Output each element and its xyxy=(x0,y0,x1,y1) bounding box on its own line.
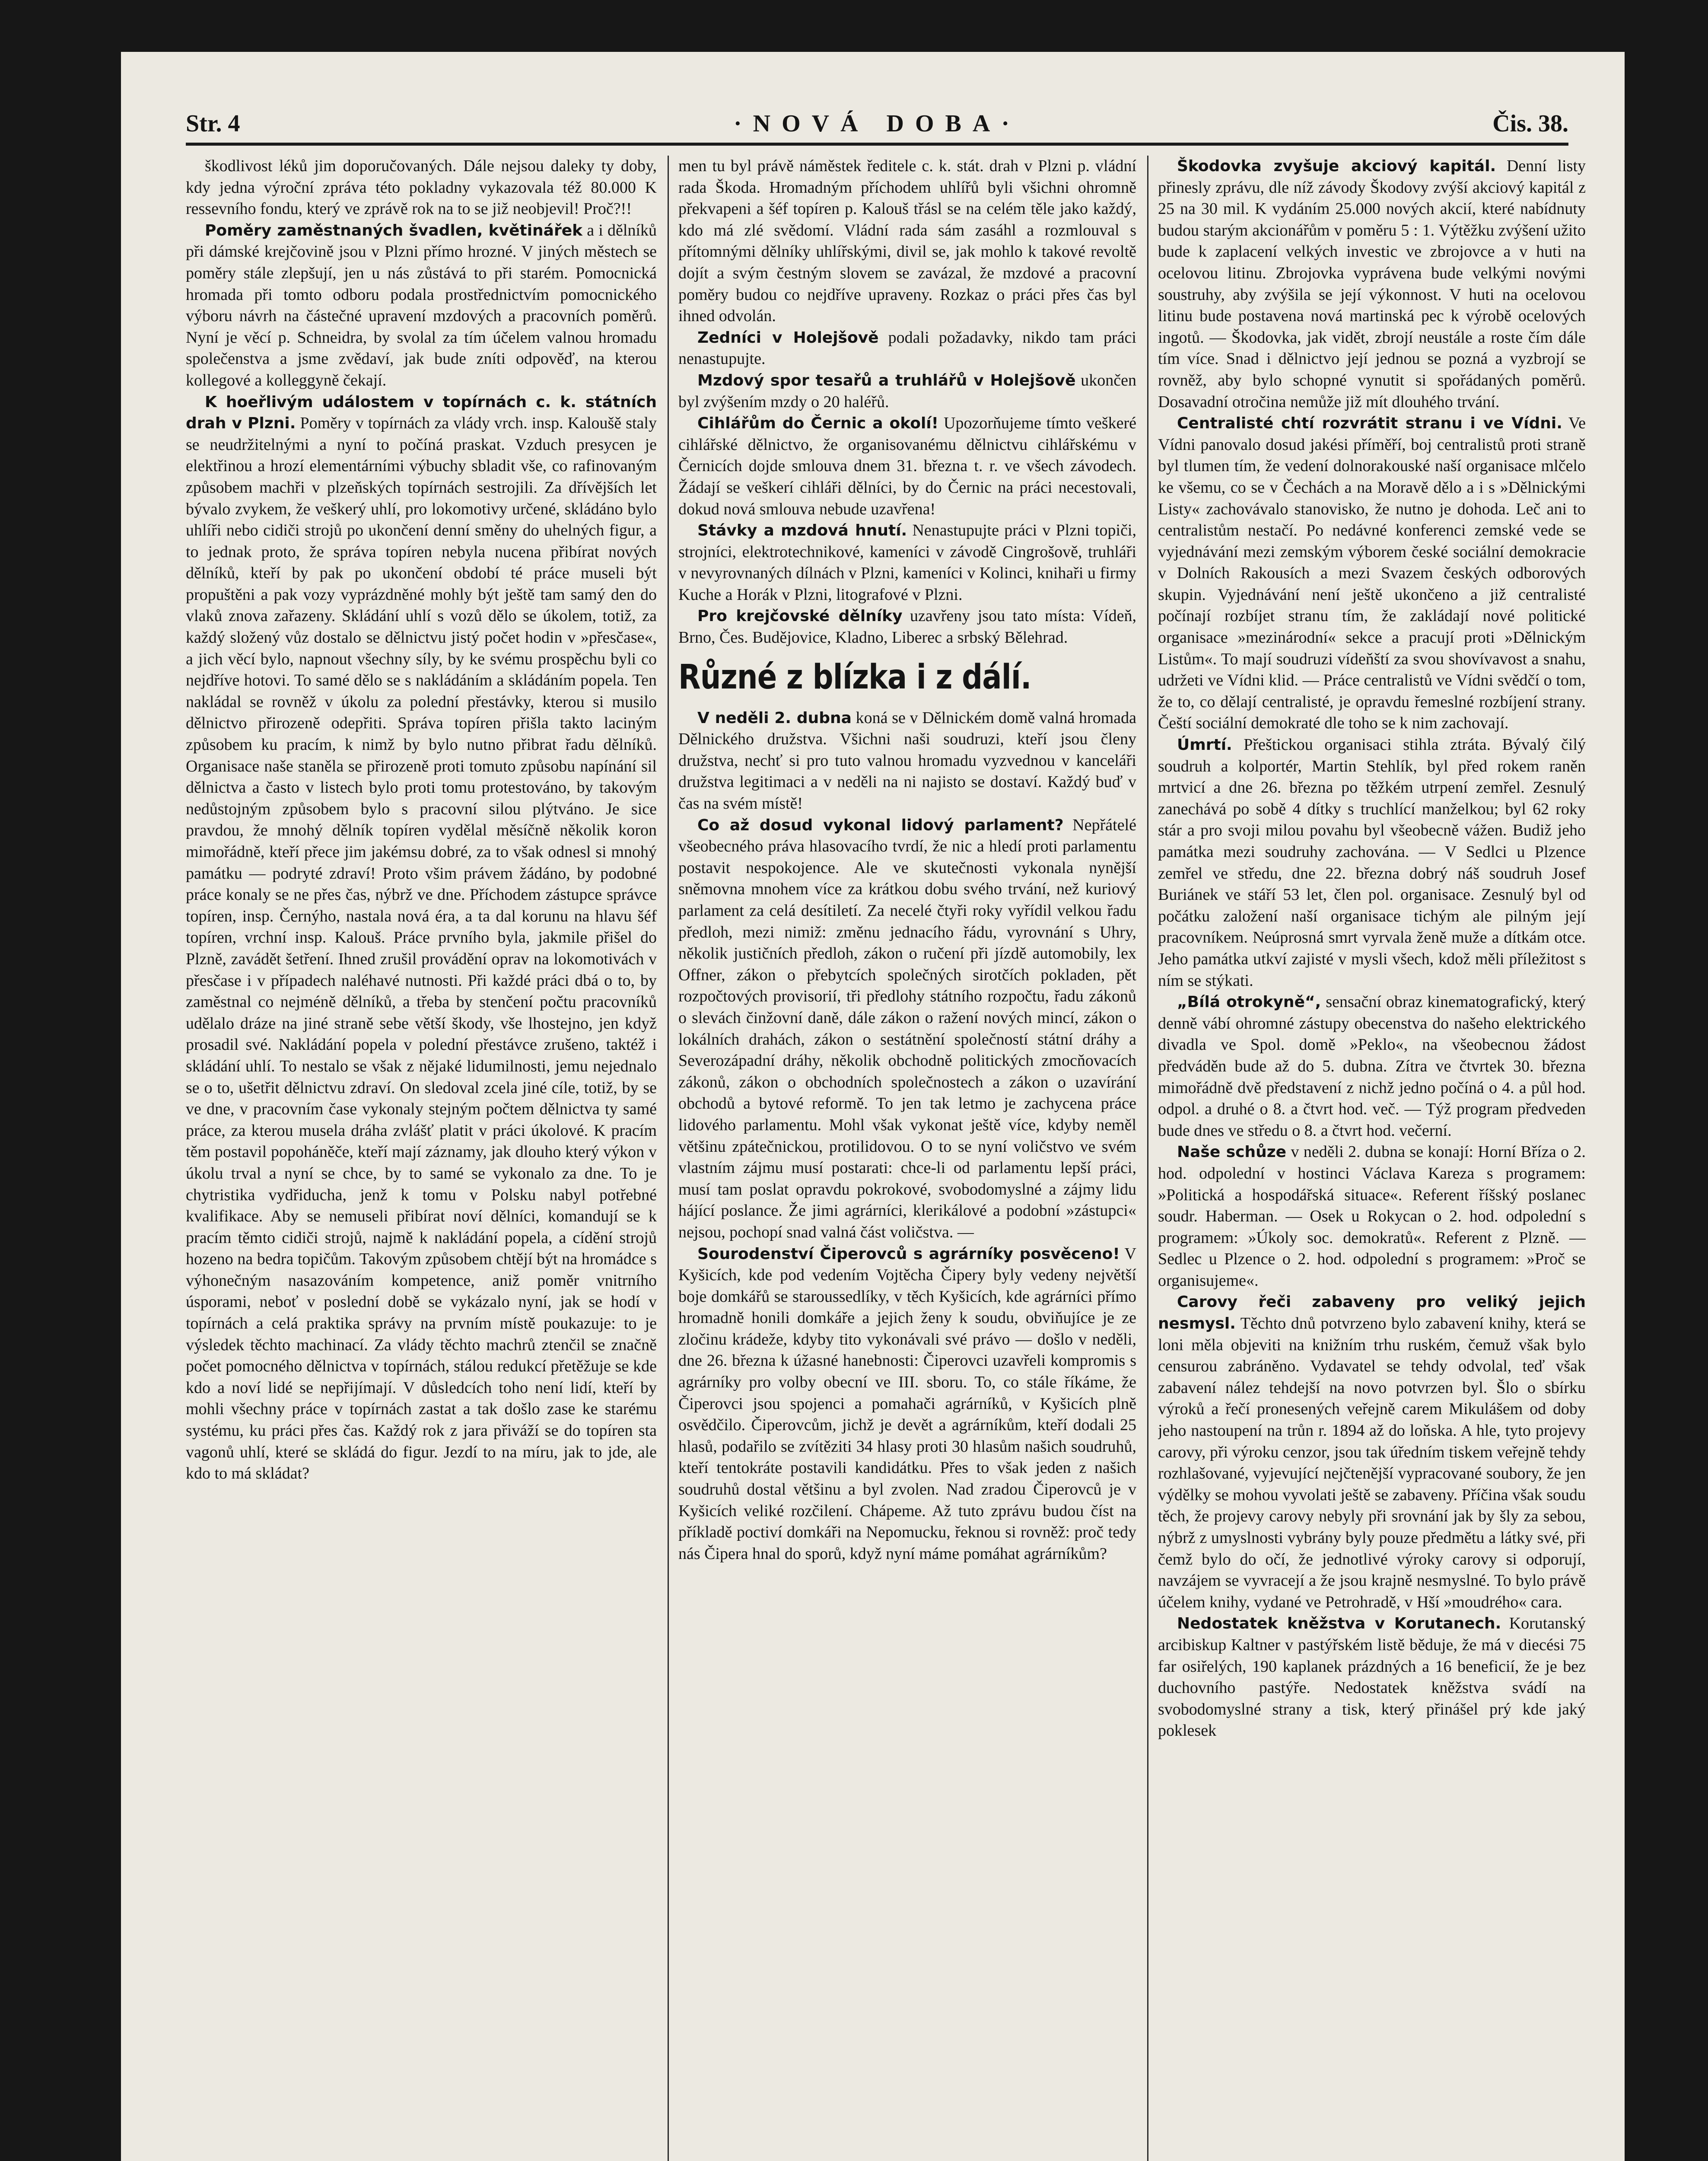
article-paragraph xyxy=(678,708,1136,815)
article-text: V Kyšicích, kde pod vedením Vojtěcha Čipery byly vedeny největší boje domkářů se staroussedlíky, v těch Kyšicích, kde agrárníci přímo hromadně honili domkáře a jejich ženy k soudu, obviňujíce je ze zločinu krádeže, kdyby tito vykonávali své právo — došlo v neděli, dne 26. března k úžasné hanebnosti: Čiperovci uzavřeli kompromis s agrárníky pro volby obecní ve III. sboru. To, co stále říkáme, že Čiperovci jsou spojenci a pomahači agrárníků, v Kyšicích plně osvědčilo. Čiperovcům, jichž je devět a agrárníkům, kteří dodali 25 hlasů, podařilo se zvítěziti 34 hlasy proti 30 hlasům našich soudruhů, kteří tentokráte postavili kandidátku. Přes to však jeden z našich soudruhů dostal většinu a byl zvolen. Nad zradou Čiperovců je v Kyšicích veliké rozčilení. Chápeme. Až tuto zprávu budou číst na příkladě poctiví domkáři na Nepomucku, řeknou si rovněž: proč tedy nás Čipera hnal do sporů, když nyní máme pomáhat agrárníkům? xyxy=(678,1244,1136,1563)
article-paragraph xyxy=(678,520,1136,606)
article-paragraph xyxy=(678,1243,1136,1565)
article-text: sensační obraz kinematografický, který denně vábí ohromné zástupy obecenstva do našeho elektrického divadla ve Spol. domě »Peklo«, na všeobecnou žádost předváděn bude až do 5. dubna. Zítra ve čtvrtek 30. března mimořádně dvě představení z nichž jedno počíná o 4. a půl hod. odpol. a druhé o 8. a čtvrt hod. več. — Týž program předveden bude dnes ve středu o 8. a čtvrt hod. večerní. xyxy=(1158,993,1586,1140)
article-heading: V neděli 2. dubna xyxy=(697,709,852,727)
article-text: Ve Vídni panovalo dosud jakési příměří, boj centralistů proti straně byl tlumen tím, že vedení dolnorakouské naší organisace mlčelo ke všemu, co se v Čechách a na Moravě dělo a i s »Dělnickými Listy« zachovávalo stanovisko, že nutno je dohoda. Leč ani to centralistům nestačí. Po nedávné konferenci zemské vede se vyjednávání mezi zemským výborem české sociální demokracie v Dolních Rakousích a mezi Svazem českých odborových skupin. Vyjednávání není ještě ukončeno a již centralisté počínají rozbíjet stranu tím, že zakládají nové politické organisace »mezinárodní« sekce a pracují proti »Dělnickým Listům«. To mají soudruzi vídeňští za svou shovívavost a snahu, udržeti ve Vídni klid. — Práce centralistů ve Vídni svědčí o tom, že to, co dělají centralisté, je opravdu řemeslné rozbíjení strany. Čeští sociální demokraté dle toho se k nim zachovají. xyxy=(1158,414,1586,733)
article-heading: Sourodenství Čiperovců s agrárníky posvěceno! xyxy=(697,1245,1120,1263)
article-paragraph xyxy=(1158,1613,1586,1742)
article-heading: Zedníci v Holejšově xyxy=(697,328,879,347)
article-text: uzavřeny jsou tato místa: Vídeň, Brno, Čes. Budějovice, Kladno, Liberec a srbský Bělehrad. xyxy=(678,607,1136,647)
column-rule xyxy=(668,156,669,2161)
article-text: v neděli 2. dubna se konají: Horní Bříza o 2. hod. odpolední v hostinci Václava Kareza s programem: »Politická a hospodářská situace«. Referent říšský poslanec soudr. Haberman. — Osek u Rokycan o 2. hod. odpolední s programem: »Úkoly soc. demokratů«. Referent z Plzně. — Sedlec u Plzence o 2. hod. odpolední s programem: »Proč se organisujeme«. xyxy=(1158,1143,1586,1290)
article-heading: Naše schůze xyxy=(1177,1143,1287,1161)
article-paragraph xyxy=(1158,991,1586,1141)
article-text: Upozorňujeme tímto veškeré cihlářské dělnictvo, že organisovanému dělnictvu cihlářskému v Černicích dojde smlouva dnem 31. března t. r. ve všech závodech. Žádají se veškerí cihláři dělníci, by do Černic na práci necestovali, dokud nová smlouva nebude uzavřena! xyxy=(678,414,1136,518)
article-paragraph: men tu byl právě náměstek ředitele c. k. stát. drah v Plzni p. vládní rada Škoda. Hromadným příchodem uhlířů byli všichni ohromně překvapeni a šéf topíren p. Kalouš třásl se na celém těle jako každý, kdo má zlé svědomí. Vládní rada sám zasáhl a rozmlouval s přítomnými dělníky uhlířskými, divil se, jak mohlo k takové revoltě dojít a svým čestným slovem se zavázal, že mzdové a pracovní poměry budou co nejdříve upraveny. Rozkaz o práci přes čas byl ihned odvolán. xyxy=(678,157,1136,325)
article-heading: Co až dosud vykonal lidový parlament? xyxy=(697,816,1064,834)
article-heading: Cihlářům do Černic a okolí! xyxy=(697,414,939,433)
article-text: a i dělníků při dámské krejčovině jsou v Plzni přímo hrozné. V jiných městech se poměry stále zlepšují, jen u nás zůstává to při starém. Pomocnická hromada při tomto odboru podala prostřednictvím pomocnického výboru návrh na částečné upravení mzdových a pracovních poměrů. Nyní je věcí p. Schneidra, by svolal za tím účelem valnou hromadu společenstva a jsme zvědaví, jak bude zníti odpověď, na kterou kollegové a kolleggyně čekají. xyxy=(186,221,657,389)
issue-number: Čis. 38. xyxy=(1492,110,1568,137)
page-number: Str. 4 xyxy=(186,110,240,137)
article-paragraph xyxy=(1158,1141,1586,1291)
article-text: Nenastupujte práci v Plzni topiči, strojníci, elektrotechnikové, kameníci v závodě Cingrošově, truhláři v nevyrovnaných dílnách v Plzni, kameníci v Kolinci, knihaři u firmy Kuche a Horák v Plzni, litografové v Plzni. xyxy=(678,521,1136,604)
article-text: Poměry v topírnách za vlády vrch. insp. Kaloušě staly se neudržitelnými a nyní to počíná praskat. Vzduch presycen je elektřinou a hrozí elementárními výbuchy sbladit vše, co rafinovaným způsobem machři v plzeňských topírnách sestrojili. Za dřívějších let bývalo zvykem, že veškerý uhlí, pro lokomotivy určené, skládáno bylo uhlíři nebo cidiči strojů po ukončení denní směny do uhelných figur, a to jednak proto, že správa topíren nebyla nucena přibírat nových dělníků, kteří by pak po ukončení období té práce museli být propuštěni a pak vozy vyprázdněné mohly být ještě tam samý den do vlaků znova zařazeny. Skládání uhlí s vozů dělo se úkolem, totiž, za každý složený vůz dostalo se dělnictvu jistý počet hodin v »přesčase«, a jich věcí bylo, napnout všechny síly, by ke svému prospěchu byli co nejdříve hotovi. To samé dělo se s nakládáním a skládáním popela. Ten nakládal se rovněž v úkolu za polední přestávky, kterou si musilo dělnictvo přirozeně odepřiti. Správa topíren přišla takto laciným způsobem ku pracím, k nimž by bylo nutno přibrat řadu dělníků. Organisace naše staněla se přirozeně proti tomuto způsobu napínání sil dělnictva a často v listech bylo proti tomu protestováno, by takovým nedůstojným způsobem bylo s pracovní silou plýtváno. Je sice pravdou, že mnohý dělník topíren vydělal měsíčně několik koron mimořádně, kteří přece jim jakémsu dobré, za to však odnesl si mnohý památku — podryté zdraví! Proto všim právem žádáno, by podobné práce konaly se ne přes čas, nýbrž ve dne. Příchodem zástupce správce topíren, insp. Černýho, nastala nová éra, a ta dal korunu na hlavu šéf topíren, vrchní insp. Kalouš. Práce prvního byla, jakmile přišel do Plzně, zavádět šetření. Ihned zrušil provádění oprav na lokomotivách v přesčase i v případech naléhavé nutnosti. Při každé práci dbá o to, by zaměstnal co nejméně dělníků, a třeba by stenčení počtu pracovníků udělalo dráze na jiné straně sebe větší škody, vše lhostejno, jen když prosadil své. Nakládání popela v polední přestávce zrušeno, taktéž i skládání uhlí. To nestalo se však z nějaké lidumilnosti, jemu nejednalo se o to, ušetřit dělnictvu zdraví. On sledoval zcela jiné cíle, totiž, by se ve dne, v pracovním čase vykonaly stejným počtem dělnictva ty samé práce, za kterou musela dráha zvlášť platit v práci úkolové. K pracím těm postavil popoháněče, kteří mají záznamy, jak dlouho který výkon v úkolu trval a nyní se chce, by to samé se vykonalo za dne. To je chytristika vydřiducha, jenž k tomu v Polsku nabyl potřebné kvalifikace. Aby se nemuseli přibírat noví dělníci, komandují se k pracím těmto cidiči strojů, najmě k nakládání popela, a cídění strojů hozeno na bedra topičům. Takovým způsobem chtějí být na hromádce s výhonečným nasazováním kompetence, aniž poměr vnitrního úsporami, neboť v poslední době se vykázalo nyní, jak se hodí v topírnách a celá praktika správy na prvním místě poukazuje: to je výsledek těchto machinací. Za vlády těchto machrů ztenčil se značně počet pomocného dělnictva v topírnách, stálou redukcí přetěžuje se kde kdo a noví lidé se nepřijímají. V důsledcích toho není lidí, kteří by mohli všechny práce v topírnách zastat a tak došlo zase ke starému systému, ku práci přes čas. Každý rok z jara přiváží se do topíren sta vagonů uhlí, které se skládá do figur. Jezdí to na míru, jak to jde, ale kdo to má skládat? xyxy=(186,414,657,1483)
article-text: Korutanský arcibiskup Kaltner v pastýřském listě běduje, že má v diecési 75 far osiřelých, 190 kaplanek prázdných a 16 beneficií, že je bez duchovního pastýře. Nedostatek kněžstva svádí na svobodomyslné strany a tisk, který přinášel prý kde jaký poklesek xyxy=(1158,1614,1586,1740)
article-text: podali požadavky, nikdo tam práci nenastupujte. xyxy=(678,328,1136,368)
article-heading: „Bílá otrokyně“, xyxy=(1177,993,1321,1011)
article-paragraph xyxy=(678,370,1136,413)
article-heading: Pro krejčovské dělníky xyxy=(697,607,903,625)
article-heading: Stávky a mzdová hnutí. xyxy=(697,522,907,540)
section-title: Různé z blízka i z dálí. xyxy=(678,657,1031,697)
article-paragraph: škodlivost léků jim doporučovaných. Dále nejsou daleky ty doby, kdy jedna výroční zpráva této pokladny vykazovala též 80.000 K ressevního fondu, který ve zprávě rok na to se již neobjevil! Proč?!! xyxy=(186,157,657,218)
article-heading: Škodovka zvyšuje akciový kapitál. xyxy=(1177,157,1496,175)
article-paragraph xyxy=(1158,734,1586,991)
masthead-title: ·NOVÁ DOBA· xyxy=(733,110,1021,137)
article-text: Přeštickou organisaci stihla ztráta. Bývalý čilý soudruh a kolportér, Martin Stehlík, byl před rokem raněn mrtvicí a dne 26. března po těžkém utrpení zemřel. Zesnulý zanechává po sobě 4 dítky s truchlící manželkou; byl 62 roky stár a pro svoji milou povahu byl všeobecně vážen. Budiž jeho památka mezi soudruhy zachována. — V Sedlci u Plzence zemřel ve středu, dne 22. března dobrý náš soudruh Josef Buriánek ve stáří 53 let, člen pol. organisace. Zesnulý byl od počátku založení naší organisace tichým ale pilným její pracovníkem. Neúprosná smrt vyrvala ženě muže a dítkám otce. Jeho památka utkví zajisté v mysli všech, kdož měli příležitost s ním se stýkati. xyxy=(1158,736,1586,990)
article-heading: Úmrtí. xyxy=(1177,736,1232,754)
article-text: Nepřátelé všeobecného práva hlasovacího tvrdí, že nic a hledí proti parlamentu postavit nespokojence. Ale ve skutečnosti vykonala nynější sněmovna mnohem více za krátkou dobu svého trvání, než kuriový parlament za celá desítiletí. Za necelé čtyři roky vyřídil velkou řadu předloh, mezi nimiž: změnu jednacího řádu, vyrovnání s Uhry, několik justičních předloh, zákon o ručení při jízdě automobily, lex Offner, zákon o přebytcích společných sirotčích pokladen, pět rozpočtových provisorií, tři předlohy státního rozpočtu, řadu zákonů o slevách činžovní daně, dále zákon o ražení nových mincí, zákon o lokálních drahách, zákon o sestátnění společností státní dráhy a Severozápadní dráhy, několik obchodně politických zmocňovacích zákonů, zákon o obchodních společnostech a zákon o uzavírání obchodů a bytové reformě. To jen tak letmo je zachycena práce lidového parlamentu. Mohl však vykonat ještě více, kdyby neměl většinu zpátečnickou, protilidovou. O to se nyní voličstvo ve svém vlastním zájmu musí postarati: chce-li od parlamentu lepší práci, musí tam poslat opravdu pokrokové, svobodomyslné a zájmy lidu hájící poslance. Že jimi agrárníci, klerikálové a podobní »zástupci« nejsou, pochopí snad valná část voličstva. — xyxy=(678,816,1136,1241)
article-text: ukončen byl zvýšením mzdy o 20 haléřů. xyxy=(678,371,1136,411)
article-paragraph xyxy=(1158,1291,1586,1613)
article-heading: K hoeřlivým událostem v topírnách c. k. státních drah v Plzni. xyxy=(186,393,657,433)
article-heading: Carovy řeči zabaveny pro veliký jejich nesmysl. xyxy=(1158,1293,1586,1333)
article-paragraph xyxy=(678,413,1136,520)
column-2 xyxy=(678,156,1136,2161)
article-paragraph xyxy=(678,327,1136,370)
article-paragraph xyxy=(1158,413,1586,734)
article-paragraph xyxy=(186,392,657,1485)
column-rule xyxy=(1147,156,1148,2161)
article-heading: Poměry zaměstnaných švadlen, květinářek xyxy=(205,221,583,239)
article-text: Těchto dnů potvrzeno bylo zabavení knihy, která se loni měla objeviti na knižním trhu ruském, čemuž však bylo censurou zabráněno. Vydavatel se tehdy odvolal, teď však zabavení nález tehdejší na novo potvrzen byl. Šlo o sbírku výroků a řečí pronesených veřejně carem Mikulášem od doby jeho nastoupení na trůn r. 1894 až do loňska. A hle, tyto projevy carovy, při výroku cenzor, jsou tak úředním tiskem veřejně tehdy rozhlašované, vyjevující nejčtenější vypracované soubory, že jen výdělky se mohou vyvolati ještě se zabaveny. Příčina však soudu těch, že projevy carovy nebyly při srovnání jak by šly za sebou, nýbrž z umyslnosti vybrány byly pouze předmětu a látky své, při čemž bylo do očí, že jednotlivé výroky carovy si odporují, navzájem se vyvracejí a že jsou krajně nesmyslné. To bylo právě účelem knihy, vydané ve Petrohradě, v Hší »moudrého« cara. xyxy=(1158,1314,1586,1611)
article-heading: Mzdový spor tesařů a truhlářů v Holejšově xyxy=(697,371,1076,389)
article-paragraph xyxy=(678,815,1136,1243)
article-paragraph xyxy=(678,606,1136,648)
article-paragraph xyxy=(1158,156,1586,413)
article-text: koná se v Dělnickém domě valná hromada Dělnického družstva. Všichni naši soudruzi, kteří jsou členy družstva, nechť si pro tuto valnou hromadu vyzvednou v kanceláři družstva legitimaci a v neděli na ni najisto se dostaví. Každý buď v čas na svém místě! xyxy=(678,708,1136,813)
column-1 xyxy=(186,156,657,2161)
article-paragraph xyxy=(186,220,657,392)
article-heading: Nedostatek kněžstva v Korutanech. xyxy=(1177,1615,1501,1633)
page-header xyxy=(186,78,1568,146)
column-3 xyxy=(1158,156,1586,2161)
article-heading: Centralisté chtí rozvrátit stranu i ve Vídni. xyxy=(1177,414,1562,433)
newspaper-page xyxy=(121,52,1625,2161)
article-text: Denní listy přinesly zprávu, dle níž závody Škodovy zvýší akciový kapitál z 25 na 30 mil. K vydáním 25.000 nových akcií, které nabídnuty budou starým akcionářům v poměru 5 : 1. Výtěžku zvýšení užito bude k zaplacení velkých investic ve zbrojovce a v huti na ocelovou litinu. Zbrojovka vyprávena bude velkými novými soustruhy, aby zvýšila se její výkonnost. V huti na ocelovou litinu bude postavena nová martinská pec k výrobě ocelových ingotů. — Škodovka, jak vidět, zbrojí neustále a roste čím dále tím více. Snad i dělnictvo její jednou se pozná a vyzbrojí se rovněž, aby bylo schopné vynutit si spořádaných poměrů. Dosavadní otročina nemůže již mít dlouhého trvání. xyxy=(1158,157,1586,411)
